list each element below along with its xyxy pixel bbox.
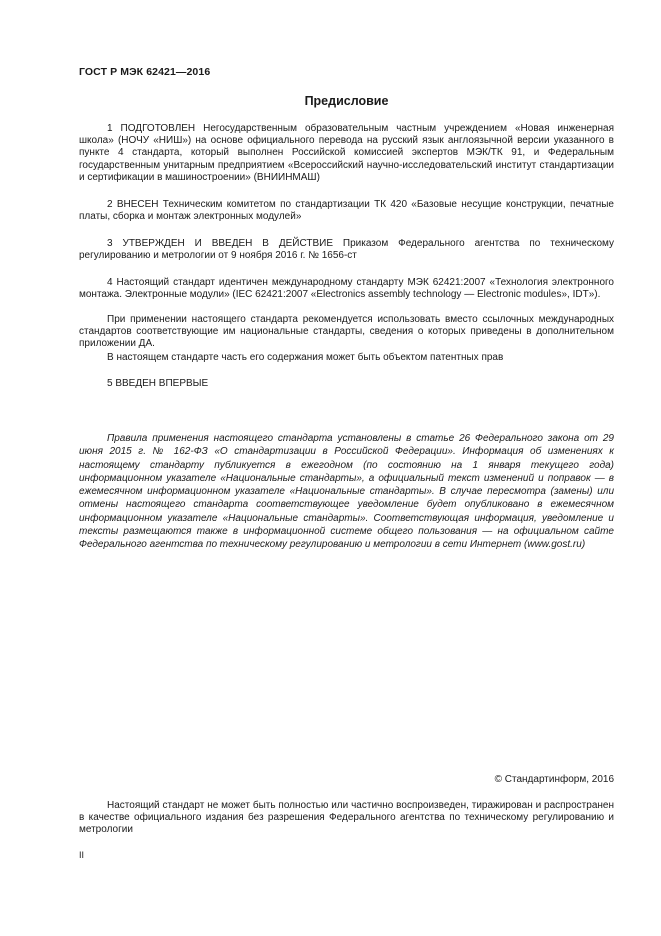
- standard-code-header: ГОСТ Р МЭК 62421—2016: [79, 66, 211, 78]
- section-submitted-by: 2 ВНЕСЕН Техническим комитетом по стандартизации ТК 420 «Базовые несущие конструкции, печатные платы, сборка и монтаж электронных модулей»: [79, 199, 614, 223]
- copyright-line: © Стандартинформ, 2016: [494, 774, 614, 785]
- section-prepared-by: 1 ПОДГОТОВЛЕН Негосударственным образовательным частным учреждением «Новая инженерная школа» (НОЧУ «НИШ») на основе официального перевода на русский язык англоязычной версии указанного в пункте 4 стандарта, который выполнен Российской комиссией экспертов МЭК/ТК 91, и Федеральным государственным унитарным предприятием «Всероссийский научно-исследовательский институт стандартизации и сертификации в машиностроении» (ВНИИНМАШ): [79, 123, 614, 183]
- section-patent-note: В настоящем стандарте часть его содержания может быть объектом патентных прав: [107, 352, 504, 363]
- page-number: II: [79, 850, 85, 860]
- section-approved: 3 УТВЕРЖДЕН И ВВЕДЕН В ДЕЙСТВИЕ Приказом Федерального агентства по техническому регулированию и метрологии от 9 ноября 2016 г. № 1656-ст: [79, 238, 614, 262]
- page-title: Предисловие: [304, 94, 389, 108]
- application-rules-notice: Правила применения настоящего стандарта установлены в статье 26 Федерального закона от 29 июня 2015 г. № 162-ФЗ «О стандартизации в Российской Федерации». Информация об изменениях к настоящему стандарту публикуется в ежегодном (по состоянию на 1 января текущего года) информационном указателе «Национальные стандарты», а официальный текст изменений и поправок — в ежемесячном информационном указателе «Национальные стандарты». В случае пересмотра (замены) или отмены настоящего стандарта соответствующее уведомление будет опубликовано в ежемесячном информационном указателе «Национальные стандарты». Соответствующая информация, уведомление и тексты размещаются также в информационной системе общего пользования — на официальном сайте Федерального агентства по техническому регулированию и метрологии в сети Интернет (www.gost.ru): [79, 433, 614, 551]
- reproduction-notice: Настоящий стандарт не может быть полностью или частично воспроизведен, тиражирован и распространен в качестве официального издания без разрешения Федерального агентства по техническому регулированию и метрологии: [79, 800, 614, 836]
- section-introduced-first: 5 ВВЕДЕН ВПЕРВЫЕ: [107, 378, 209, 389]
- section-references-note: При применении настоящего стандарта рекомендуется использовать вместо ссылочных международных стандартов соответствующие им национальные стандарты, сведения о которых приведены в дополнительном приложении ДА.: [79, 314, 614, 350]
- section-identical-standard: 4 Настоящий стандарт идентичен международному стандарту МЭК 62421:2007 «Технология электронного монтажа. Электронные модули» (IEC 62421:2007 «Electronics assembly technology — Electronic modules», IDT»).: [79, 277, 614, 301]
